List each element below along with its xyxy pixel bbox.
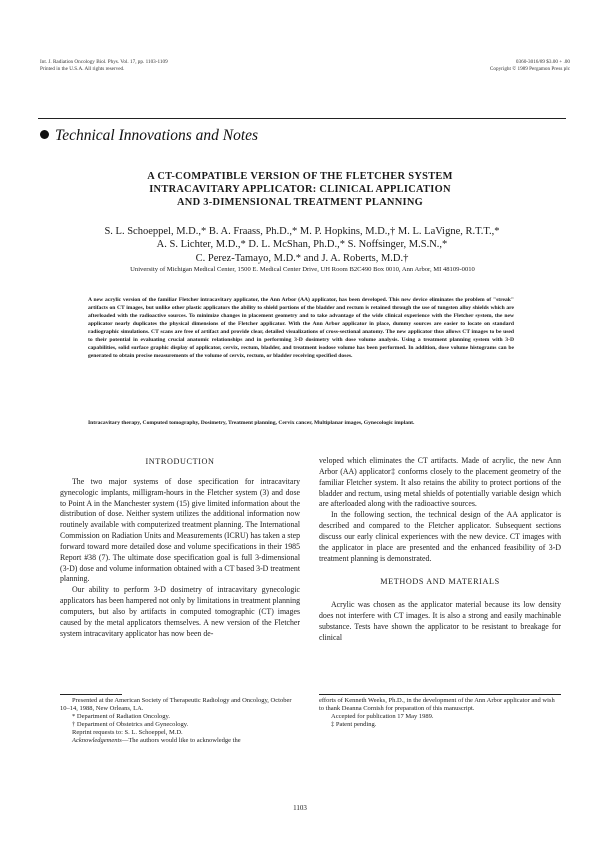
footnote-reprint: Reprint requests to: S. L. Schoeppel, M.D.: [72, 729, 183, 737]
section-title: Technical Innovations and Notes: [55, 127, 259, 144]
journal-citation: [40, 59, 240, 72]
footnote-acknowledgements: [60, 737, 300, 745]
footnote-presented: Presented at the American Society of Therapeutic Radiology and Oncology, October 10–14, 1988, New Orleans, LA.: [60, 697, 292, 713]
issn: 0360-3016/89 $3.00 + .00: [515, 59, 570, 65]
footnote-patent: ‡ Patent pending.: [331, 721, 377, 729]
authors-line: S. L. Schoeppel, M.D.,* B. A. Fraass, Ph.D.,* M. P. Hopkins, M.D.,† M. L. LaVigne, R.T.T.,*: [104, 226, 500, 237]
bullet-icon: [40, 130, 49, 139]
affiliation: University of Michigan Medical Center, 1500 E. Medical Center Drive, UH Room B2C490 Box 0010, Ann Arbor, MI 48109-0010: [130, 266, 475, 273]
footnote-dept-obgyn: † Department of Obstetrics and Gynecology.: [72, 721, 189, 729]
paragraph: The two major systems of dose specification for intracavitary gynecologic implants, milligram-hours in the Fletcher system (3) and dose to Point A in the Manchester system (15) give limited information about the distribution of dose. Neither system utilizes the additional information now routinely available with computerized treatment planning. The International Commission on Radiation Units and Measurements (ICRU) has taken a step forward toward more detailed dose and volume specifications in their 1985 Report #38 (7). The ultimate dose specification goal is full 3-dimensional (3-D) dose and volume information obtained with a CT based 3-D treatment planning.: [60, 476, 300, 584]
title-line: AND 3-DIMENSIONAL TREATMENT PLANNING: [176, 196, 424, 208]
ack-label: Acknowledgements: [72, 737, 122, 745]
title-line: INTRACAVITARY APPLICATOR: CLINICAL APPLICATION: [149, 183, 451, 195]
article-title: [60, 171, 540, 209]
authors-line: A. S. Lichter, M.D.,* D. L. McShan, Ph.D.,* S. Noffsinger, M.S.N.,*: [156, 239, 448, 251]
header-rule: [38, 118, 566, 119]
title-line: A CT-COMPATIBLE VERSION OF THE FLETCHER SYSTEM: [147, 171, 453, 182]
copyright: Copyright © 1989 Pergamon Press plc: [489, 65, 570, 72]
section-heading: [40, 127, 258, 145]
left-column: [60, 457, 300, 640]
introduction-heading: INTRODUCTION: [145, 457, 215, 466]
journal-citation-line2: Printed in the U.S.A. All rights reserved.: [40, 65, 125, 72]
footnotes-left: [60, 697, 300, 745]
authors-line: C. Perez-Tamayo, M.D.* and J. A. Roberts, M.D.†: [195, 252, 409, 264]
footnote-accepted: Accepted for publication 17 May 1989.: [331, 713, 434, 721]
ack-text: —The authors would like to acknowledge the: [121, 737, 241, 745]
keywords: Intracavitary therapy, Computed tomography, Dosimetry, Treatment planning, Cervix cancer, Multiplanar images, Gynecologic implant.: [88, 420, 415, 426]
journal-citation-line1: Int. J. Radiation Oncology Biol. Phys. Vol. 17, pp. 1103-1109: [40, 59, 168, 65]
methods-heading: METHODS AND MATERIALS: [380, 577, 500, 587]
paragraph: Acrylic was chosen as the applicator material because its low density does not interfere with CT images. It is also a strong and easily machinable substance. Tests have shown the applicator to be resistant to breakage for clinical: [319, 600, 561, 642]
footnote-rule: [319, 694, 561, 695]
footnotes-right: [319, 697, 561, 729]
abstract: A new acrylic version of the familiar Fletcher intracavitary applicator, the Ann Arbor (AA) applicator, has been developed. This new device eliminates the problem of "streak" artifacts on CT images, but unlike other plastic applicators the ability to shield portions of the bladder and rectum is retained through the use of tungsten alloy shields which are afterloaded with the radioactive sources. To minimize changes in placement geometry and to take advantage of the wide clinical experience with the Fletcher system, the new applicator nearly duplicates the physical dimensions of the Fletcher applicator. With the Ann Arbor applicator in place, dummy sources are easier to locate on standard radiographic simulations. CT scans are free of artifact and provide clear, detailed visualizations of cross-sectional anatomy. The new applicator thus allows CT images to be used to their potential in evaluating crucial anatomic relationships and in performing 3-D dosimetry with dose volume analysis. Using a treatment planning system with 3-D capabilities, solid surface graphic display of applicator, cervix, rectum, bladder, and treatment isodose volume has been performed. In addition, dose volume histograms can be generated to obtain precise measurements of the volume of cervix, rectum, or bladder receiving specified doses.: [88, 297, 514, 360]
paragraph: Our ability to perform 3-D dosimetry of intracavitary gynecologic applicators has been hampered not only by limitations in treatment planning computers, but also by artifacts in computed tomographic (CT) images caused by the metal applicators themselves. A new version of the Fletcher system intracavitary applicator has now been de-: [60, 585, 300, 638]
issn-copyright: [420, 59, 570, 72]
paragraph: In the following section, the technical design of the AA applicator is described and compared to the Fletcher applicator. Subsequent sections discuss our early clinical experiences with the new device. CT images with the applicator in place are presented and the enhanced feasibility of 3-D treatment planning is demonstrated.: [319, 510, 561, 563]
page-number: 1103: [293, 804, 307, 812]
paragraph: veloped which eliminates the CT artifacts. Made of acrylic, the new Ann Arbor (AA) applicator‡ conforms closely to the placement geometry of the familiar Fletcher system. It also retains the ability to protect portions of the bladder and rectum, using metal shields of potentially variable design which are afterloaded along with the radioactive sources.: [319, 456, 561, 509]
footnote-dept-radonc: * Department of Radiation Oncology.: [72, 713, 170, 721]
footnote-ack-continued: efforts of Kenneth Weeks, Ph.D., in the development of the Ann Arbor applicator and wish to thank Deanna Cornish for preparation of this manuscript.: [319, 697, 555, 713]
footnote-rule: [60, 694, 122, 695]
author-list: [38, 225, 566, 265]
right-column: [319, 456, 561, 644]
